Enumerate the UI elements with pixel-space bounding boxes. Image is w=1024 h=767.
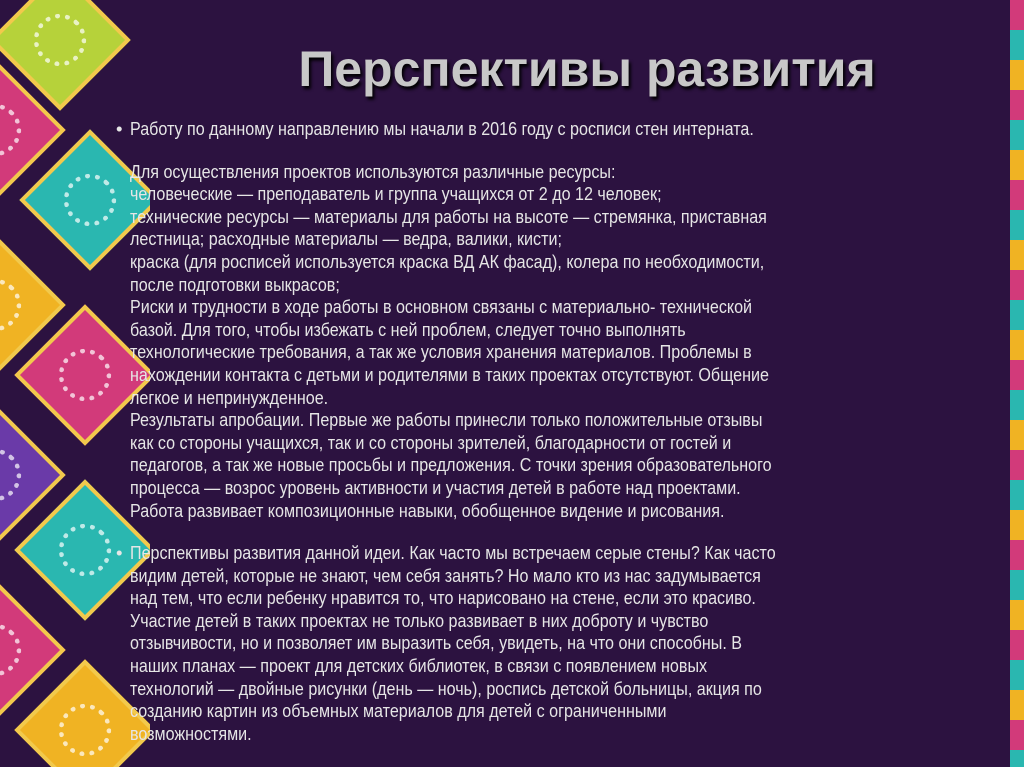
bullet: • (116, 542, 123, 564)
text-line: как со стороны учащихся, так и со стороны зрителей, благодарности от гостей и (130, 431, 732, 453)
text-line: Участие детей в таких проектах не только развивает в них доброту и чувство (130, 609, 709, 631)
right-decoration-strip (1010, 0, 1024, 767)
text-line: человеческие — преподаватель и группа учащихся от 2 до 12 человек; (130, 183, 662, 205)
text-line: педагогов, а так же новые просьбы и предложения. С точки зрения образовательного (130, 454, 772, 476)
slide-body (116, 118, 872, 745)
text-line: Результаты апробации. Первые же работы принесли только положительные отзывы (130, 409, 763, 431)
bullet-paragraph-2 (116, 542, 872, 745)
text-line: отзывчивости, но и позволяет им выразить себя, увидеть, на что они способны. В (130, 632, 743, 654)
text-line: Работа развивает композиционные навыки, обобщенное видение и рисования. (130, 499, 725, 521)
text-line: технологические требования, а так же условия хранения материалов. Проблемы в (130, 341, 752, 363)
text-line: технические ресурсы — материалы для работы на высоте — стремянка, приставная (130, 205, 767, 227)
text-line: наших планах — проект для детских библиотек, в связи с появлением новых (130, 655, 708, 677)
text-line: технологий — двойные рисунки (день — ночь), роспись детской больницы, акция по (130, 677, 762, 699)
text-line: краска (для росписей используется краска ВД АК фасад), колера по необходимости, (130, 250, 765, 272)
bullet-paragraph-1-continued (130, 161, 872, 523)
text-line: лестница; расходные материалы — ведра, валики, кисти; (130, 228, 562, 250)
text-line: возможностями. (130, 722, 252, 744)
text-line: созданию картин из объемных материалов для детей с ограниченными (130, 700, 667, 722)
text-line: Для осуществления проектов используются различные ресурсы: (130, 160, 616, 182)
text-line: легкое и непринужденное. (130, 386, 329, 408)
text-line: Риски и трудности в ходе работы в основном связаны с материально- технической (130, 296, 753, 318)
bullet: • (116, 118, 123, 139)
text-line: процесса — возрос уровень активности и участия детей в работе над проектами. (130, 476, 741, 498)
bullet-paragraph-1 (116, 118, 872, 141)
text-line: после подготовки выкрасов; (130, 273, 340, 295)
text-line: Перспективы развития данной идеи. Как часто мы встречаем серые стены? Как часто (130, 542, 776, 564)
text-line: Работу по данному направлению мы начали в 2016 году с росписи стен интерната. (130, 118, 754, 139)
text-line: нахождении контакта с детьми и родителями в таких проектах отсутствуют. Общение (130, 363, 769, 385)
text-line: над тем, что если ребенку нравится то, что нарисовано на стене, если это красиво. (130, 587, 756, 609)
text-line: базой. Для того, чтобы избежать с ней проблем, следует точно выполнять (130, 318, 686, 340)
slide-title: Перспективы развития (298, 41, 876, 97)
mandala-decoration (0, 0, 150, 767)
text-line: видим детей, которые не знают, чем себя занять? Но мало кто из нас задумывается (130, 564, 761, 586)
